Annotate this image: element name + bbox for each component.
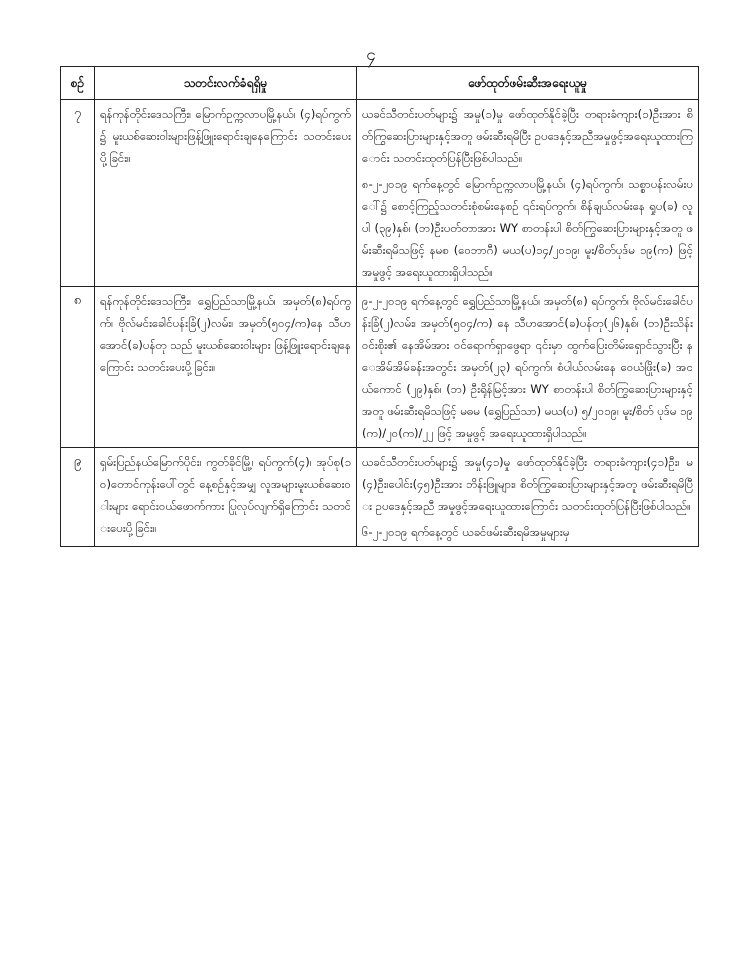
header-information-received: သတင်းလက်ခံရရှိမှု [95, 67, 357, 100]
row-serial-no: ၈ [61, 287, 95, 448]
report-table [60, 66, 699, 547]
action-paragraph: ၉-၂-၂၀၁၉ ရက်နေ့တွင် ရွှေပြည်သာမြို့နယ်၊ အမှတ်(၈) ရပ်ကွက်၊ ဗိုလ်မင်းခေါင်ပန်းခြံ(၂)လမ်း၊ အမှတ်(၅၀၄/က) နေ သီဟအောင်(ခ)ပန်တု(၂၆)နှစ်၊ (ဘ)ဦးသိန်းဝင်းစိုး၏ နေအိမ်အား ဝင်ရောက်ရှာဖွေရာ ၎င်းမှာ ထွက်ပြေးတိမ်းရှောင်သွားပြီး နေအိမ်အိမ်ခန်းအတွင်း အမှတ်(၂၃) ရပ်ကွက်၊ စံပါယ်လမ်းနေ ဝေယံဖြိုး(ခ) အငယ်ကောင် (၂၉)နှစ်၊ (ဘ) ဦးရိုန်မြင့်အား WY စာတန်းပါ စိတ်ကြွဆေးပြားများနှင့်အတူ ဖမ်းဆီးရမိသဖြင့် မဓမ (ရွှေပြည်သာ) မယ(ပ) ၅/၂၀၁၉၊ မူး/စိတ် ပုဒ်မ ၁၉(က)/၂၀(က)/၂၂ ဖြင့် အမှုဖွင့် အရေးယူထားရှိပါသည်။ [362, 294, 693, 440]
row-information: ရှမ်းပြည်နယ်မြောက်ပိုင်း၊ ကွတ်ခိုင်မြို့၊ ရပ်ကွက်(၄)၊ အုပ်စု(၁၀)တောင်ကုန်းပေါ်တွင် နေ့စဉ်နှင့်အမျှ လူအများမူးယစ်ဆေးဝါးများ ရောင်းဝယ်ဖောက်ကား ပြုလုပ်လျက်ရှိကြောင်း သတင်းပေးပို့ခြင်း။ [95, 448, 357, 547]
row-serial-no: ၉ [61, 448, 95, 547]
header-action-taken: ဖော်ထုတ်ဖမ်းဆီးအရေးယူမှု [357, 67, 699, 100]
table-header-row [61, 67, 699, 100]
action-paragraph: ၆-၂-၂၀၁၉ ရက်နေ့တွင် ယခင်ဖမ်းဆီးရမိအမှုများမှ [362, 525, 570, 539]
action-paragraph: ယခင်သီတင်းပတ်များ၌ အမှု(၁)မှု ဖော်ထုတ်နိုင်ခဲ့ပြီး တရားခံကျား(၁)ဦးအား စိတ်ကြွဆေးပြားများနှင့်အတူ ဖမ်းဆီးရမိပြီး ဥပဒေနှင့်အညီအမှုဖွင့်အရေးယူထားကြောင်း သတင်းထုတ်ပြန်ပြီးဖြစ်ပါသည်။ [362, 107, 693, 165]
row-action [357, 448, 699, 547]
page-number: ၄ [366, 45, 376, 65]
table-row [61, 100, 699, 287]
action-paragraph: ၈-၂-၂၀၁၉ ရက်နေ့တွင် မြောက်ဥက္ကလာပမြို့နယ်၊ (၄)ရပ်ကွက်၊ သစ္စာပန်းလမ်းပေါ်၌ စောင့်ကြည့်သတင်းစုံစမ်းနေစဉ် ၎င်းရပ်ကွက်၊ စိန်ချယ်လမ်းနေ ရှုပ(ခ) လူပါ (၃၉)နှစ်၊ (ဘ)ဦးပတ်တာအား WY စာတန်းပါ စိတ်ကြွဆေးပြားများနှင့်အတူ ဖမ်းဆီးရမိသဖြင့် နမစ (ဝေဘာဂီ) မယ(ပ)၁၄/၂၀၁၉၊ မူး/စိတ်ပုဒ်မ ၁၉(က) ဖြင့် အမှုဖွင့် အရေးယူထားရှိပါသည်။ [362, 177, 693, 279]
action-paragraph: ယခင်သီတင်းပတ်များ၌ အမှု(၄၁)မှု ဖော်ထုတ်နိုင်ခဲ့ပြီး တရားခံကျား(၄၁)ဦး၊ မ(၄)ဦး၊ပေါင်း(၄၅)ဦးအား ဘိန်းဖြူများ၊ စိတ်ကြွဆေးပြားများနှင့်အတူ ဖမ်းဆီးရမိပြီး ဥပဒေနှင့်အညီ အမှုဖွင့်အရေးယူထားကြောင်း သတင်းထုတ်ပြန်ပြီးဖြစ်ပါသည်။ [362, 455, 693, 513]
header-serial-no: စဉ် [61, 67, 95, 100]
row-information: ရန်ကုန်တိုင်းဒေသကြီး၊ ရွှေပြည်သာမြို့နယ်၊ အမှတ်(၈)ရပ်ကွက်၊ ဗိုလ်မင်းခေါင်ပန်းခြံ(၂)လမ်း၊ အမှတ်(၅၀၄/က)နေ သီဟအောင်(ခ)ပန်တု သည် မူးယစ်ဆေးဝါးများ ဖြန့်ဖြူးရောင်းချနေကြောင်း သတင်းပေးပို့ခြင်း။ [95, 287, 357, 448]
row-information: ရန်ကုန်တိုင်းဒေသကြီး၊ မြောက်ဥက္ကလာပမြို့နယ်၊ (၄)ရပ်ကွက်၌ မူးယစ်ဆေးဝါးများဖြန့်ဖြူးရောင်းချနေကြောင်း သတင်းပေးပို့ခြင်း။ [95, 100, 357, 287]
row-action [357, 287, 699, 448]
table-row [61, 287, 699, 448]
table-row [61, 448, 699, 547]
row-serial-no: ၇ [61, 100, 95, 287]
row-action [357, 100, 699, 287]
